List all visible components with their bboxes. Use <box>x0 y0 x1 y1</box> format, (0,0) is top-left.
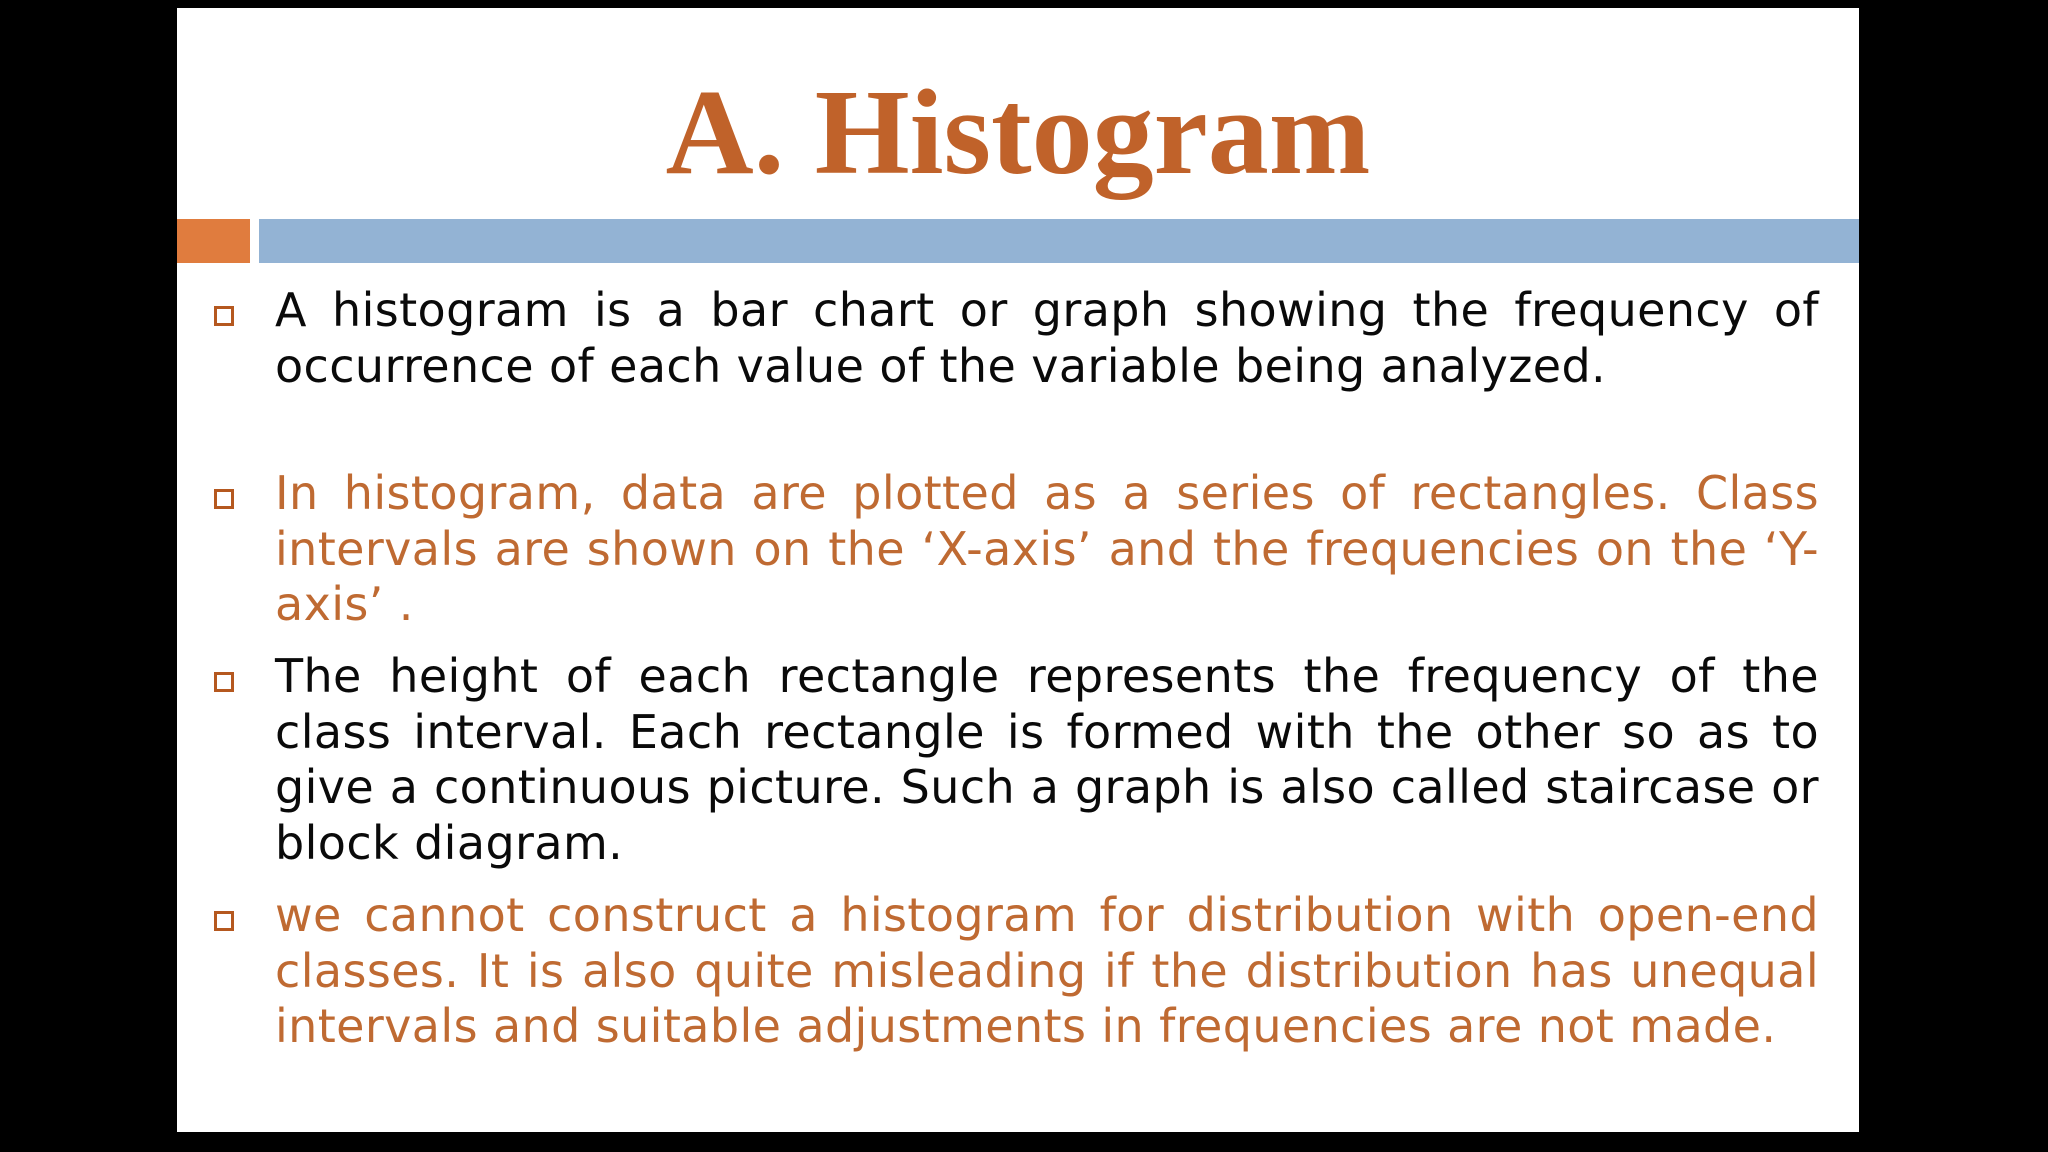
title-divider-bar <box>259 219 1859 263</box>
bullet-text: we cannot construct a histogram for distribution with open-end classes. It is also quite misleading if the distribution has unequal intervals and suitable adjustments in frequencies are not made. <box>275 888 1819 1053</box>
square-bullet-icon <box>214 911 234 931</box>
bullet-item <box>275 649 1819 871</box>
square-bullet-icon <box>214 672 234 692</box>
bullet-text: The height of each rectangle represents the frequency of the class interval. Each rectangle is formed with the other so as to give a continuous picture. Such a graph is also called staircase or block diagram. <box>275 649 1819 870</box>
bullet-text: A histogram is a bar chart or graph showing the frequency of occurrence of each value of the variable being analyzed. <box>275 283 1819 393</box>
square-bullet-icon <box>214 489 234 509</box>
title-accent-bar <box>177 219 250 263</box>
bullet-item <box>275 283 1819 394</box>
slide <box>177 8 1859 1132</box>
slide-title: A. Histogram <box>665 65 1371 200</box>
bullet-item <box>275 466 1819 633</box>
bullet-item <box>275 888 1819 1055</box>
bullet-text: In histogram, data are plotted as a series of rectangles. Class intervals are shown on the ‘X-axis’ and the frequencies on the ‘Y-axis’ . <box>275 466 1819 631</box>
square-bullet-icon <box>214 306 234 326</box>
